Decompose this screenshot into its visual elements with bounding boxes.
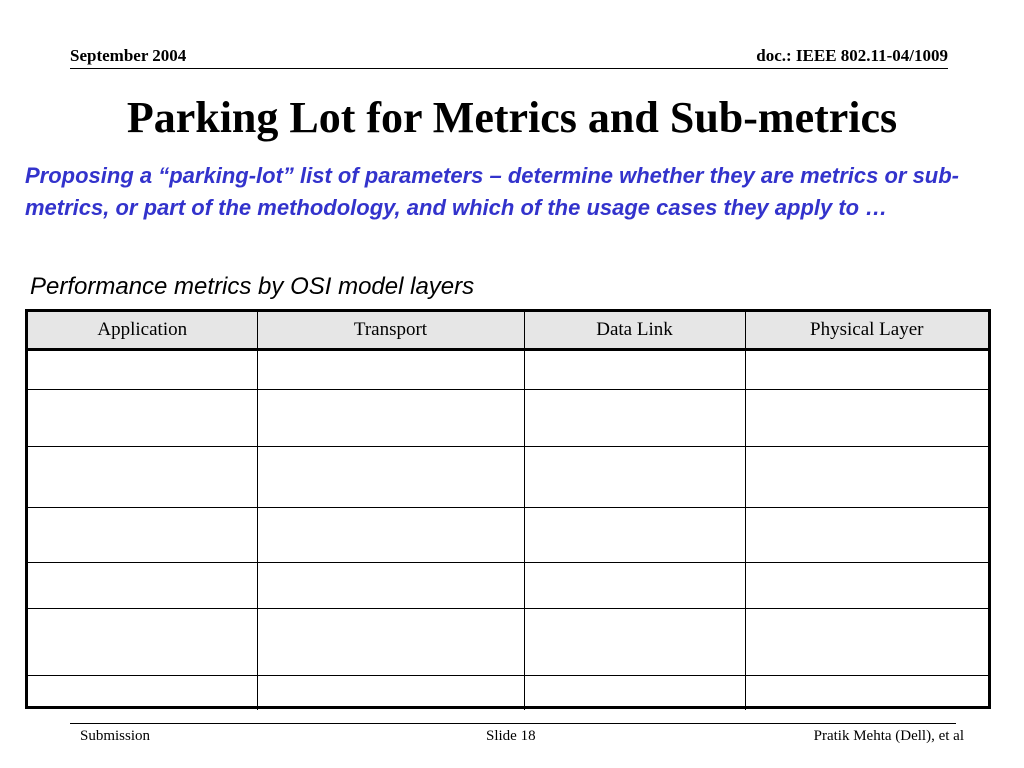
footer-slide-number: Slide 18: [486, 728, 536, 744]
table-header-row: [28, 312, 988, 350]
column-header-physical-layer: Physical Layer: [745, 312, 988, 350]
table-cell: [257, 390, 524, 447]
table-cell: [745, 390, 988, 447]
table-cell: [745, 447, 988, 508]
table-cell: [28, 350, 257, 390]
table-row: [28, 350, 988, 390]
table-cell: [257, 350, 524, 390]
table-cell: [524, 350, 745, 390]
intro-paragraph: Proposing a “parking-lot” list of parameters – determine whether they are metrics or sub-metrics, or part of the methodology, and which of the usage cases they apply to …: [25, 163, 960, 220]
table-cell: [257, 447, 524, 508]
table-cell: [745, 508, 988, 563]
table-cell: [524, 447, 745, 508]
table-cell: [524, 563, 745, 609]
slide-title: Parking Lot for Metrics and Sub-metrics: [126, 93, 898, 142]
table-cell: [257, 563, 524, 609]
header-doc-id: doc.: IEEE 802.11-04/1009: [756, 46, 948, 65]
table-cell: [745, 609, 988, 676]
table-cell: [524, 508, 745, 563]
table-cell: [28, 609, 257, 676]
footer-divider: [70, 723, 956, 724]
table-cell: [257, 508, 524, 563]
header-divider: [70, 68, 948, 69]
table-row: [28, 390, 988, 447]
column-header-application: Application: [28, 312, 257, 350]
table-cell: [28, 676, 257, 711]
table-cell: [524, 676, 745, 711]
table-cell: [745, 350, 988, 390]
table-cell: [28, 508, 257, 563]
table-row: [28, 676, 988, 711]
table-cell: [745, 676, 988, 711]
metrics-table: [28, 312, 988, 710]
column-header-transport: Transport: [257, 312, 524, 350]
table-row: [28, 447, 988, 508]
table-cell: [28, 563, 257, 609]
table-cell: [257, 609, 524, 676]
table-cell: [524, 390, 745, 447]
footer-submission: Submission: [80, 728, 151, 744]
table-caption: Performance metrics by OSI model layers: [30, 273, 475, 300]
table-row: [28, 609, 988, 676]
table-cell: [28, 447, 257, 508]
table-cell: [745, 563, 988, 609]
column-header-data-link: Data Link: [524, 312, 745, 350]
header-date: September 2004: [70, 46, 187, 65]
table-row: [28, 563, 988, 609]
footer-author: Pratik Mehta (Dell), et al: [813, 728, 964, 744]
metrics-table-frame: [25, 309, 991, 709]
table-cell: [28, 390, 257, 447]
table-cell: [524, 609, 745, 676]
table-cell: [257, 676, 524, 711]
table-row: [28, 508, 988, 563]
